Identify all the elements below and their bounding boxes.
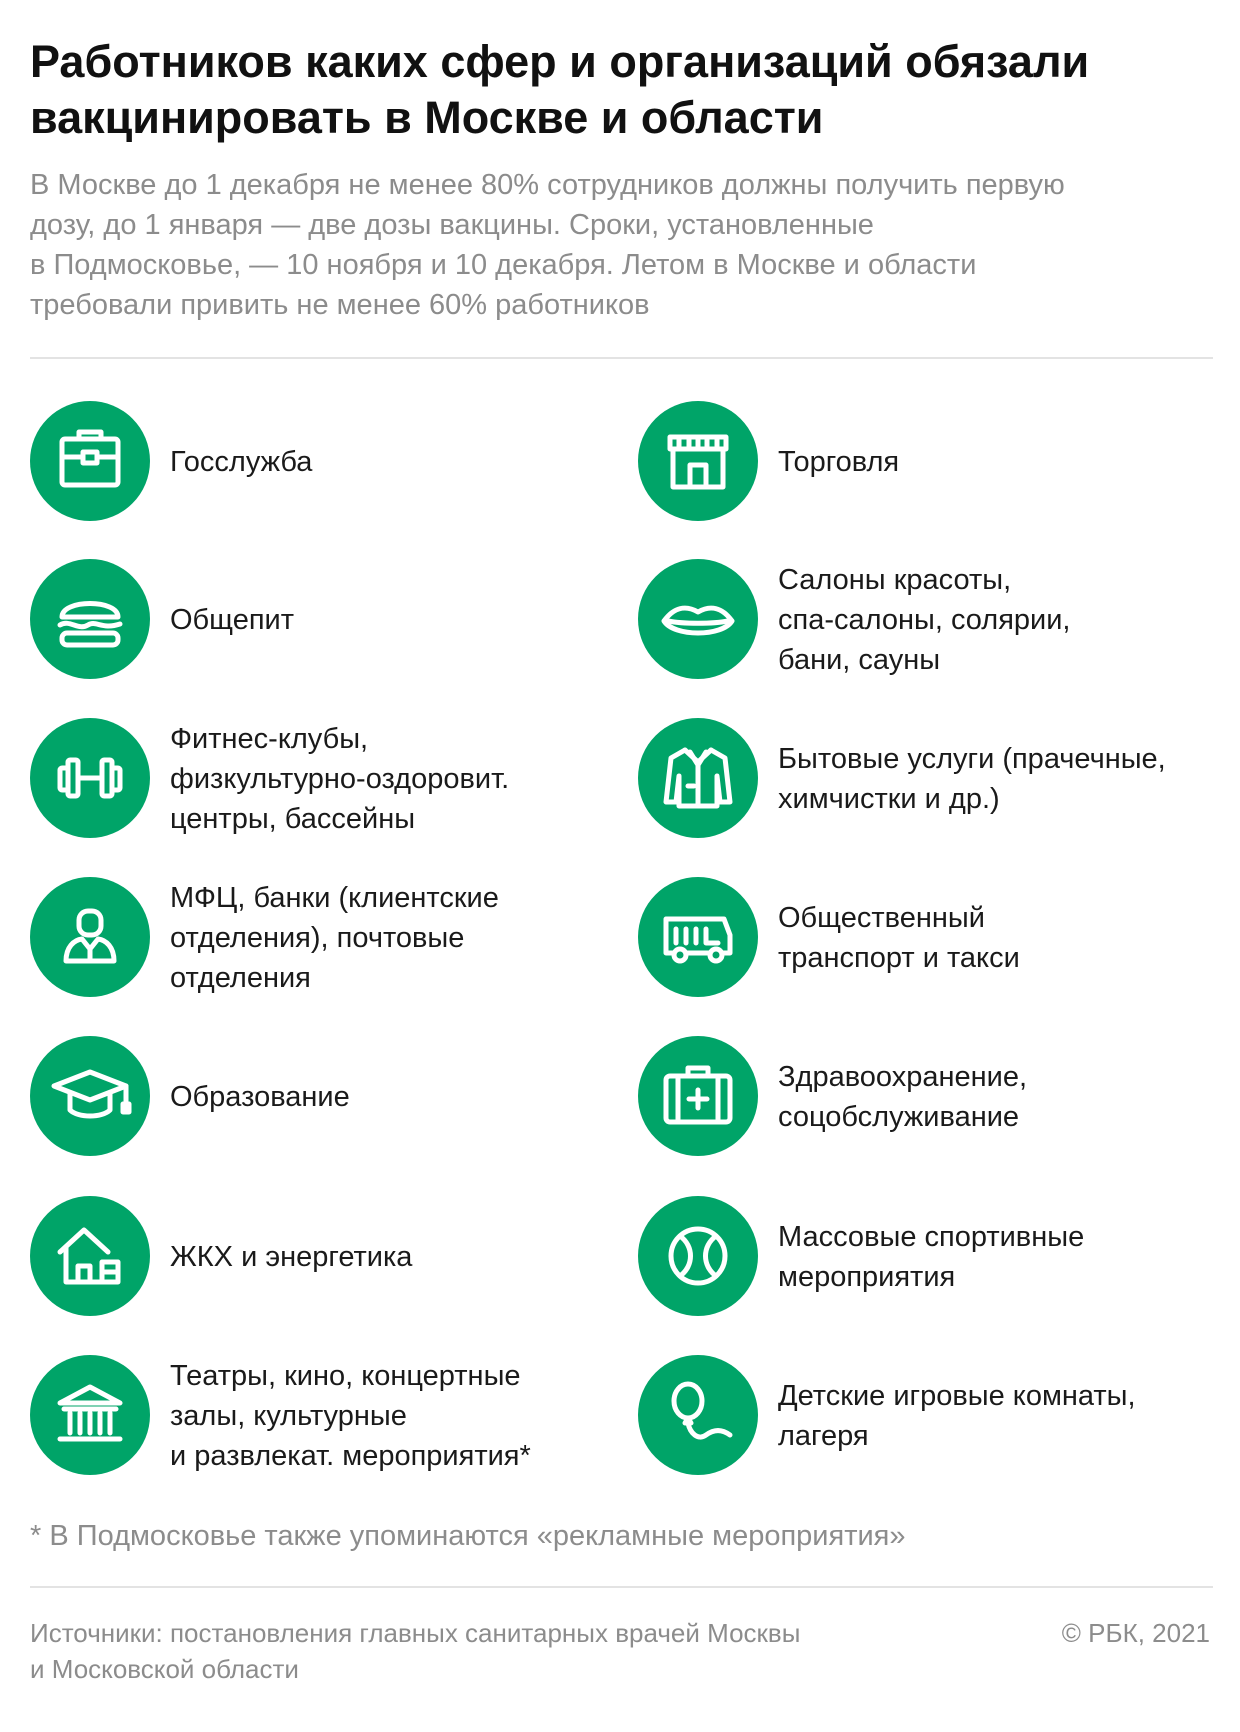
subtitle-line: дозу, до 1 января — две дозы вакцины. Сроки, установленные [30, 209, 874, 241]
theater-building-icon [30, 1355, 150, 1475]
sector-label: МФЦ, банки (клиентские отделения), почтовые отделения [170, 882, 499, 994]
sector-label: Театры, кино, концертные залы, культурные и развлекат. мероприятия* [170, 1360, 531, 1472]
balloon-icon [638, 1355, 758, 1475]
subtitle-line: В Москве до 1 декабря не менее 80% сотрудников должны получить первую [30, 169, 1065, 201]
bus-icon [638, 877, 758, 997]
sector-label: Салоны красоты, спа-салоны, солярии, бани, сауны [778, 564, 1071, 676]
sector-label: Торговля [778, 446, 900, 478]
house-icon [30, 1196, 150, 1316]
sector-label: Здравоохранение, соцобслуживание [778, 1061, 1028, 1133]
footnote: * В Подмосковье также упоминаются «рекламные мероприятия» [30, 1520, 906, 1552]
tennis-ball-icon [638, 1196, 758, 1316]
sector-label: Образование [170, 1081, 350, 1113]
sector-item [638, 559, 1238, 681]
sector-label: Госслужба [170, 446, 313, 478]
first-aid-kit-icon [638, 1036, 758, 1156]
sector-item [638, 1036, 1238, 1158]
dumbbell-icon [30, 718, 150, 838]
subtitle-line: требовали привить не менее 60% работников [30, 289, 650, 321]
bottom-divider [30, 1586, 1213, 1588]
sector-item [30, 877, 630, 999]
sector-item [30, 1355, 630, 1477]
source-note [30, 1615, 930, 1687]
briefcase-icon [30, 401, 150, 521]
sector-item [30, 718, 630, 840]
title-line: вакцинировать в Москве и области [30, 92, 824, 143]
sector-label: Фитнес-клубы, физкультурно-оздоровит. центры, бассейны [170, 723, 510, 835]
burger-icon [30, 559, 150, 679]
shirt-icon [638, 718, 758, 838]
copyright: © РБК, 2021 [1061, 1618, 1210, 1648]
sector-item [638, 401, 1238, 523]
clerk-icon [30, 877, 150, 997]
top-divider [30, 357, 1213, 359]
subtitle-line: в Подмосковье, — 10 ноября и 10 декабря. Летом в Москве и области [30, 249, 977, 281]
sector-item [638, 1355, 1238, 1477]
page-title [30, 34, 1210, 146]
graduation-cap-icon [30, 1036, 150, 1156]
sector-label: Детские игровые комнаты, лагеря [778, 1380, 1136, 1452]
lips-icon [638, 559, 758, 679]
sector-item [30, 1196, 630, 1318]
sector-item [30, 1036, 630, 1158]
sector-item [638, 877, 1238, 999]
sector-label: Общепит [170, 604, 295, 636]
sector-item [30, 559, 630, 681]
source-line: Источники: постановления главных санитарных врачей Москвы [30, 1618, 801, 1648]
sector-item [638, 1196, 1238, 1318]
sector-item [30, 401, 630, 523]
storefront-icon [638, 401, 758, 521]
sector-label: ЖКХ и энергетика [170, 1241, 413, 1273]
source-line: и Московской области [30, 1654, 299, 1684]
sector-label: Общественный транспорт и такси [778, 902, 1020, 974]
subtitle [30, 165, 1215, 325]
sector-item [638, 718, 1238, 840]
title-line: Работников каких сфер и организаций обязали [30, 36, 1090, 87]
sector-label: Массовые спортивные мероприятия [778, 1221, 1085, 1293]
sector-label: Бытовые услуги (прачечные, химчистки и др.) [778, 743, 1166, 815]
